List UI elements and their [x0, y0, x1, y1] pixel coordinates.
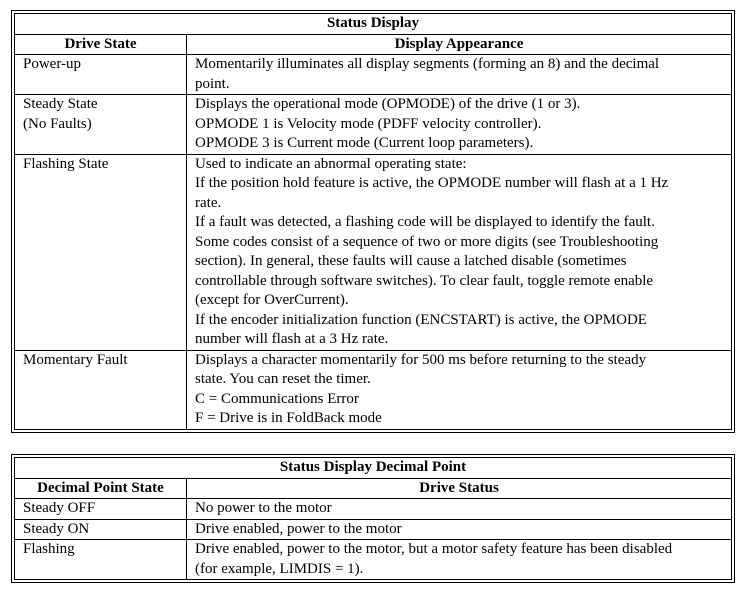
- drive-state-cell: [15, 154, 187, 350]
- cell-line: Power-up: [23, 56, 82, 72]
- cell-line: If the position hold feature is active, the OPMODE number will flash at a 1 Hz: [195, 175, 669, 191]
- cell-line: Drive enabled, power to the motor: [195, 520, 402, 537]
- display-appearance-cell: [187, 55, 732, 95]
- cell-line: Displays a character momentarily for 500 ms before returning to the steady: [195, 351, 647, 368]
- decimal-point-state-header: Decimal Point State: [15, 478, 187, 499]
- decimal-point-state-cell: [15, 519, 187, 540]
- display-appearance-cell: [187, 154, 732, 350]
- table-row: [15, 95, 732, 155]
- cell-line: section). In general, these faults will cause a latched disable (sometimes: [195, 253, 627, 269]
- cell-line: No power to the motor: [195, 500, 332, 516]
- drive-status-header: Drive Status: [187, 478, 732, 499]
- cell-line: number will flash at a 3 Hz rate.: [195, 331, 389, 347]
- drive-state-cell: [15, 55, 187, 95]
- cell-line: state. You can reset the timer.: [195, 371, 371, 387]
- drive-status-cell: [187, 519, 732, 540]
- cell-line: (for example, LIMDIS = 1).: [195, 560, 364, 577]
- display-appearance-cell: [187, 95, 732, 155]
- decimal-point-state-cell: [15, 540, 187, 580]
- status-display-title: Status Display: [15, 14, 732, 35]
- cell-line: Some codes consist of a sequence of two or more digits (see Troubleshooting: [195, 233, 659, 250]
- table-row: [15, 154, 732, 350]
- cell-line: If the encoder initialization function (ENCSTART) is active, the OPMODE: [195, 311, 647, 328]
- display-appearance-header: Display Appearance: [187, 34, 732, 55]
- table-row: [15, 55, 732, 95]
- cell-line: OPMODE 3 is Current mode (Current loop parameters).: [195, 135, 534, 151]
- cell-line: Momentarily illuminates all display segments (forming an 8) and the decimal: [195, 56, 660, 72]
- cell-line: point.: [195, 75, 230, 92]
- cell-line: OPMODE 1 is Velocity mode (PDFF velocity controller).: [195, 115, 542, 132]
- cell-line: C = Communications Error: [195, 390, 359, 407]
- cell-line: controllable through software switches). To clear fault, toggle remote enable: [195, 272, 654, 289]
- drive-state-cell: [15, 350, 187, 429]
- drive-state-cell: [15, 95, 187, 155]
- cell-line: Used to indicate an abnormal operating state:: [195, 155, 467, 172]
- decimal-point-state-cell: [15, 499, 187, 520]
- cell-line: F = Drive is in FoldBack mode: [195, 410, 382, 426]
- cell-line: Steady ON: [23, 520, 90, 537]
- cell-line: Momentary Fault: [23, 351, 128, 368]
- drive-state-header: Drive State: [15, 34, 187, 55]
- display-appearance-cell: [187, 350, 732, 429]
- cell-line: Flashing: [23, 541, 75, 557]
- cell-line: (No Faults): [23, 115, 92, 132]
- cell-line: Flashing State: [23, 155, 109, 172]
- drive-status-cell: [187, 540, 732, 580]
- decimal-point-table: [11, 454, 735, 583]
- cell-line: rate.: [195, 194, 222, 211]
- cell-line: Displays the operational mode (OPMODE) of the drive (1 or 3).: [195, 96, 581, 112]
- cell-line: Steady OFF: [23, 500, 96, 516]
- drive-status-cell: [187, 499, 732, 520]
- table-row: [15, 519, 732, 540]
- cell-line: Drive enabled, power to the motor, but a motor safety feature has been disabled: [195, 541, 673, 557]
- decimal-point-title: Status Display Decimal Point: [15, 458, 732, 479]
- cell-line: If a fault was detected, a flashing code will be displayed to identify the fault.: [195, 214, 655, 230]
- status-display-table: [11, 10, 735, 433]
- table-row: [15, 540, 732, 580]
- table-row: [15, 350, 732, 429]
- cell-line: (except for OverCurrent).: [195, 292, 349, 308]
- table-row: [15, 499, 732, 520]
- cell-line: Steady State: [23, 96, 98, 112]
